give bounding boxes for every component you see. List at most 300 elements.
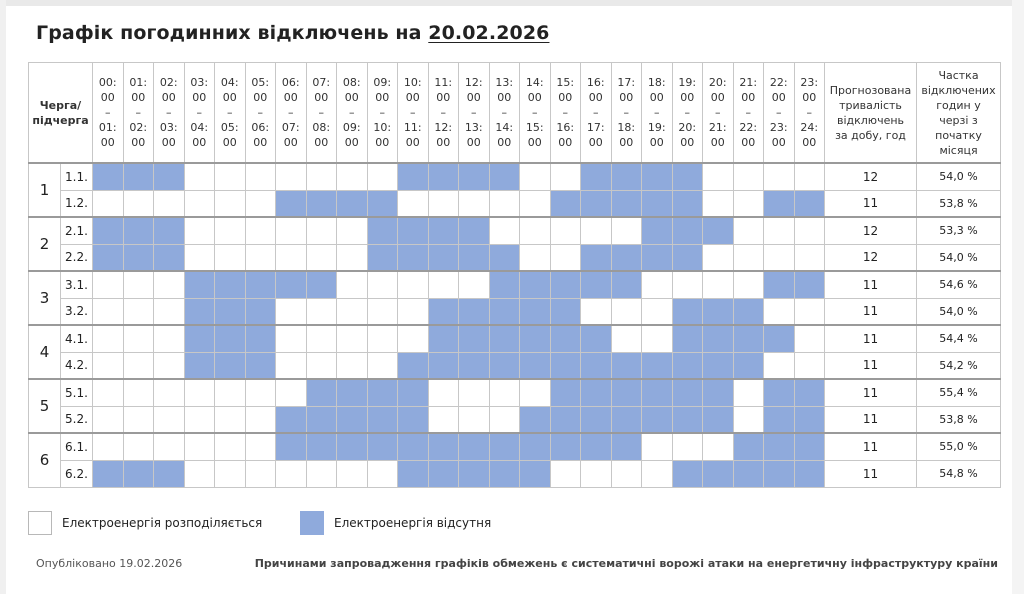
- hour-cell-power: [611, 325, 642, 352]
- hour-cell-outage: [611, 190, 642, 217]
- hour-header: [642, 63, 673, 164]
- hour-cell-power: [276, 244, 307, 271]
- hour-from-minutes: 00: [497, 91, 512, 104]
- hour-cell-power: [154, 352, 185, 379]
- hour-cell-power: [581, 298, 612, 325]
- queue-number: 4: [29, 325, 61, 379]
- hour-cell-power: [184, 406, 215, 433]
- hour-from-minutes: 00: [619, 91, 634, 104]
- hour-cell-outage: [733, 352, 764, 379]
- hour-cell-outage: [489, 298, 520, 325]
- hour-cell-power: [581, 217, 612, 244]
- hour-cell-power: [459, 190, 490, 217]
- hour-cell-outage: [703, 325, 734, 352]
- hour-cell-power: [611, 460, 642, 487]
- hour-cell-power: [703, 190, 734, 217]
- hour-to-minutes: 00: [466, 136, 481, 149]
- hour-cell-power: [93, 190, 124, 217]
- hour-cell-power: [337, 217, 368, 244]
- hour-cell-power: [245, 406, 276, 433]
- subqueue-label: 1.2.: [61, 190, 93, 217]
- hour-to: 17:: [586, 121, 605, 134]
- hour-cell-power: [794, 163, 825, 190]
- subqueue-row: [29, 217, 1001, 244]
- subqueue-row: [29, 406, 1001, 433]
- power-on-swatch: [28, 511, 52, 535]
- hour-cell-outage: [367, 217, 398, 244]
- queue-number: 2: [29, 217, 61, 271]
- hour-cell-power: [123, 190, 154, 217]
- hour-to-minutes: 00: [131, 136, 146, 149]
- hour-cell-power: [733, 406, 764, 433]
- hour-cell-power: [184, 190, 215, 217]
- hour-cell-outage: [184, 298, 215, 325]
- hour-dash: –: [166, 106, 172, 119]
- hour-to-minutes: 00: [527, 136, 542, 149]
- hour-from-minutes: 00: [314, 91, 329, 104]
- hour-dash: –: [623, 106, 629, 119]
- title-date: 20.02.2026: [428, 22, 550, 44]
- hour-cell-outage: [184, 325, 215, 352]
- hour-cell-power: [764, 244, 795, 271]
- subqueue-label: 5.1.: [61, 379, 93, 406]
- hour-cell-outage: [123, 163, 154, 190]
- hour-cell-outage: [550, 433, 581, 460]
- hour-cell-outage: [398, 217, 429, 244]
- hour-from: 17:: [617, 76, 636, 89]
- queue-group: [29, 325, 1001, 379]
- outage-share: 54,2 %: [917, 352, 1001, 379]
- hour-cell-outage: [428, 325, 459, 352]
- hour-dash: –: [257, 106, 263, 119]
- hour-cell-power: [184, 379, 215, 406]
- hour-to-minutes: 00: [680, 136, 695, 149]
- hour-cell-power: [398, 298, 429, 325]
- hour-to-minutes: 00: [375, 136, 390, 149]
- hour-cell-outage: [306, 379, 337, 406]
- hour-cell-power: [642, 460, 673, 487]
- reason-note: Причинами запровадження графіків обмежень є систематичні ворожі атаки на енергетичну інфраструктуру країни: [254, 557, 998, 570]
- hour-to: 24:: [800, 121, 819, 134]
- hour-header: [550, 63, 581, 164]
- hour-from-minutes: 00: [680, 91, 695, 104]
- hour-dash: –: [410, 106, 416, 119]
- hour-cell-power: [215, 163, 246, 190]
- queue-group: [29, 163, 1001, 217]
- hour-cell-outage: [611, 163, 642, 190]
- window-right-edge: [1012, 0, 1024, 594]
- hour-cell-outage: [337, 433, 368, 460]
- subqueue-label: 2.2.: [61, 244, 93, 271]
- forecast-hours: 11: [825, 379, 917, 406]
- hour-from-minutes: 00: [527, 91, 542, 104]
- hour-cell-power: [428, 190, 459, 217]
- hour-cell-outage: [764, 460, 795, 487]
- hour-cell-power: [123, 352, 154, 379]
- hour-cell-power: [276, 460, 307, 487]
- hour-cell-outage: [764, 271, 795, 298]
- forecast-hours: 12: [825, 217, 917, 244]
- hour-cell-power: [764, 163, 795, 190]
- hour-cell-power: [306, 244, 337, 271]
- hour-to: 16:: [556, 121, 575, 134]
- hour-to-minutes: 00: [253, 136, 268, 149]
- hour-cell-outage: [489, 271, 520, 298]
- subqueue-row: [29, 298, 1001, 325]
- hour-dash: –: [135, 106, 141, 119]
- hour-cell-outage: [93, 217, 124, 244]
- hour-cell-outage: [367, 190, 398, 217]
- hour-cell-power: [184, 433, 215, 460]
- hour-to-minutes: 00: [283, 136, 298, 149]
- hour-dash: –: [440, 106, 446, 119]
- hour-cell-power: [520, 217, 551, 244]
- hour-cell-outage: [459, 163, 490, 190]
- hour-cell-power: [794, 352, 825, 379]
- hour-to: 05:: [220, 121, 239, 134]
- forecast-hours: 11: [825, 352, 917, 379]
- hour-cell-power: [154, 271, 185, 298]
- subqueue-row: [29, 271, 1001, 298]
- hour-from-minutes: 00: [283, 91, 298, 104]
- hour-cell-outage: [581, 244, 612, 271]
- hour-cell-outage: [459, 244, 490, 271]
- hour-cell-outage: [642, 190, 673, 217]
- hour-cell-outage: [337, 379, 368, 406]
- hour-cell-power: [337, 325, 368, 352]
- queue-number: 6: [29, 433, 61, 487]
- hour-cell-power: [367, 352, 398, 379]
- hour-cell-outage: [337, 190, 368, 217]
- hour-header: [123, 63, 154, 164]
- hour-dash: –: [654, 106, 660, 119]
- hour-cell-outage: [764, 379, 795, 406]
- hour-to: 10:: [373, 121, 392, 134]
- hour-cell-power: [611, 217, 642, 244]
- hour-cell-power: [489, 190, 520, 217]
- power-on-label: Електроенергія розподіляється: [62, 516, 263, 530]
- queue-group: [29, 271, 1001, 325]
- outage-share: 54,4 %: [917, 325, 1001, 352]
- hour-cell-outage: [672, 163, 703, 190]
- hour-cell-outage: [550, 379, 581, 406]
- hour-to: 04:: [190, 121, 209, 134]
- hour-cell-outage: [764, 406, 795, 433]
- hour-cell-outage: [489, 460, 520, 487]
- hour-cell-power: [428, 406, 459, 433]
- hour-cell-power: [337, 163, 368, 190]
- outage-share: 54,6 %: [917, 271, 1001, 298]
- subqueue-row: [29, 352, 1001, 379]
- hour-cell-power: [184, 460, 215, 487]
- hour-cell-power: [703, 433, 734, 460]
- hour-cell-outage: [398, 460, 429, 487]
- hour-cell-power: [794, 325, 825, 352]
- hour-cell-power: [367, 298, 398, 325]
- hour-cell-outage: [733, 298, 764, 325]
- hour-cell-outage: [93, 460, 124, 487]
- hour-to: 22:: [739, 121, 758, 134]
- forecast-hours: 11: [825, 406, 917, 433]
- hour-to: 15:: [525, 121, 544, 134]
- hour-cell-outage: [642, 244, 673, 271]
- hour-cell-power: [154, 433, 185, 460]
- hour-from-minutes: 00: [771, 91, 786, 104]
- hour-cell-outage: [794, 190, 825, 217]
- hour-cell-outage: [428, 352, 459, 379]
- hour-dash: –: [196, 106, 202, 119]
- queue-group: [29, 379, 1001, 433]
- hour-cell-outage: [611, 379, 642, 406]
- hour-to-minutes: 00: [344, 136, 359, 149]
- hour-cell-power: [489, 406, 520, 433]
- hour-cell-outage: [581, 163, 612, 190]
- legend-power-off: [300, 510, 491, 536]
- outage-schedule-table: [28, 62, 1001, 488]
- hour-cell-power: [306, 217, 337, 244]
- hour-header: [337, 63, 368, 164]
- forecast-hours: 11: [825, 433, 917, 460]
- hour-cell-power: [733, 190, 764, 217]
- hour-from-minutes: 00: [405, 91, 420, 104]
- hour-to-minutes: 00: [497, 136, 512, 149]
- hour-cell-outage: [184, 271, 215, 298]
- hour-cell-outage: [276, 271, 307, 298]
- hour-cell-outage: [276, 190, 307, 217]
- hour-cell-outage: [611, 406, 642, 433]
- hour-cell-power: [672, 433, 703, 460]
- hour-to-minutes: 00: [161, 136, 176, 149]
- hour-cell-power: [764, 298, 795, 325]
- hour-to-minutes: 00: [222, 136, 237, 149]
- forecast-hours: 11: [825, 271, 917, 298]
- hour-from: 09:: [373, 76, 392, 89]
- table-header-row: [29, 63, 1001, 164]
- hour-dash: –: [501, 106, 507, 119]
- hour-cell-outage: [428, 244, 459, 271]
- hour-cell-power: [245, 217, 276, 244]
- hour-from: 18:: [647, 76, 666, 89]
- hour-cell-outage: [794, 406, 825, 433]
- hour-cell-power: [428, 271, 459, 298]
- hour-cell-power: [215, 244, 246, 271]
- hour-cell-outage: [672, 298, 703, 325]
- legend-power-on: [28, 510, 262, 536]
- hour-cell-power: [794, 244, 825, 271]
- hour-header: [245, 63, 276, 164]
- queue-column-header: [29, 63, 93, 164]
- hour-to: 01:: [98, 121, 117, 134]
- hour-cell-power: [276, 379, 307, 406]
- hour-from-minutes: 00: [161, 91, 176, 104]
- hour-cell-power: [581, 460, 612, 487]
- hour-to-minutes: 00: [619, 136, 634, 149]
- hour-cell-outage: [703, 298, 734, 325]
- hour-cell-outage: [642, 379, 673, 406]
- outage-share: 54,0 %: [917, 163, 1001, 190]
- hour-cell-outage: [459, 298, 490, 325]
- hour-cell-outage: [154, 217, 185, 244]
- hour-cell-power: [245, 244, 276, 271]
- hour-cell-outage: [245, 352, 276, 379]
- hour-from: 08:: [342, 76, 361, 89]
- hour-cell-outage: [672, 406, 703, 433]
- forecast-duration-header: Прогнозована тривалість відключень за добу, год: [825, 63, 917, 164]
- hour-to: 23:: [769, 121, 788, 134]
- hour-header: [520, 63, 551, 164]
- hour-from-minutes: 00: [253, 91, 268, 104]
- hour-to: 13:: [464, 121, 483, 134]
- hour-cell-power: [764, 217, 795, 244]
- hour-cell-power: [398, 190, 429, 217]
- hour-to-minutes: 00: [405, 136, 420, 149]
- window-left-edge: [0, 0, 6, 594]
- hour-dash: –: [105, 106, 111, 119]
- hour-cell-outage: [642, 217, 673, 244]
- hour-from: 15:: [556, 76, 575, 89]
- queue-header-line1: Черга/: [39, 98, 82, 112]
- hour-header: [764, 63, 795, 164]
- hour-cell-outage: [581, 271, 612, 298]
- hour-cell-power: [642, 271, 673, 298]
- hour-cell-outage: [611, 244, 642, 271]
- hour-cell-power: [306, 460, 337, 487]
- outage-share: 54,0 %: [917, 298, 1001, 325]
- subqueue-label: 4.2.: [61, 352, 93, 379]
- hour-dash: –: [318, 106, 324, 119]
- hour-cell-power: [123, 271, 154, 298]
- queue-number: 3: [29, 271, 61, 325]
- hour-cell-power: [215, 433, 246, 460]
- hour-dash: –: [745, 106, 751, 119]
- hour-header: [794, 63, 825, 164]
- hour-cell-power: [306, 352, 337, 379]
- hour-cell-outage: [520, 406, 551, 433]
- hour-cell-outage: [672, 244, 703, 271]
- hour-cell-power: [337, 244, 368, 271]
- hour-cell-outage: [245, 325, 276, 352]
- outage-share: 53,8 %: [917, 190, 1001, 217]
- hour-cell-power: [337, 460, 368, 487]
- hour-cell-outage: [306, 190, 337, 217]
- hour-header: [703, 63, 734, 164]
- hour-cell-outage: [459, 460, 490, 487]
- hour-cell-power: [733, 217, 764, 244]
- hour-cell-outage: [154, 244, 185, 271]
- hour-cell-outage: [794, 271, 825, 298]
- subqueue-row: [29, 379, 1001, 406]
- hour-to-minutes: 00: [192, 136, 207, 149]
- hour-cell-outage: [520, 325, 551, 352]
- hour-cell-outage: [398, 406, 429, 433]
- hour-cell-power: [215, 406, 246, 433]
- subqueue-row: [29, 163, 1001, 190]
- subqueue-label: 6.1.: [61, 433, 93, 460]
- subqueue-row: [29, 244, 1001, 271]
- hour-to: 21:: [708, 121, 727, 134]
- hour-from: 23:: [800, 76, 819, 89]
- outage-share-header: Частка відключених годин у черзі з початку місяця: [917, 63, 1001, 164]
- hour-cell-power: [459, 406, 490, 433]
- hour-from: 10:: [403, 76, 422, 89]
- title-prefix: Графік погодинних відключень на: [36, 22, 422, 44]
- hour-cell-outage: [550, 271, 581, 298]
- hour-to: 09:: [342, 121, 361, 134]
- hour-cell-outage: [123, 217, 154, 244]
- hour-from: 00:: [98, 76, 117, 89]
- hour-cell-power: [642, 298, 673, 325]
- hour-cell-outage: [93, 163, 124, 190]
- hour-cell-power: [154, 406, 185, 433]
- hour-cell-outage: [642, 352, 673, 379]
- outage-share: 55,0 %: [917, 433, 1001, 460]
- subqueue-label: 5.2.: [61, 406, 93, 433]
- subqueue-row: [29, 460, 1001, 487]
- hour-cell-outage: [398, 244, 429, 271]
- hour-cell-outage: [489, 163, 520, 190]
- hour-cell-outage: [215, 271, 246, 298]
- hour-cell-power: [794, 217, 825, 244]
- hour-cell-outage: [581, 433, 612, 460]
- hour-cell-power: [550, 460, 581, 487]
- outage-share: 53,3 %: [917, 217, 1001, 244]
- hour-cell-power: [764, 352, 795, 379]
- hour-cell-outage: [642, 406, 673, 433]
- hour-from: 04:: [220, 76, 239, 89]
- hour-to: 03:: [159, 121, 178, 134]
- power-off-label: Електроенергія відсутня: [334, 516, 492, 530]
- hour-header: [672, 63, 703, 164]
- hour-cell-outage: [123, 460, 154, 487]
- hour-cell-power: [93, 433, 124, 460]
- hour-cell-power: [733, 163, 764, 190]
- hour-from: 21:: [739, 76, 758, 89]
- hour-cell-power: [123, 379, 154, 406]
- hour-cell-power: [276, 352, 307, 379]
- hour-header: [733, 63, 764, 164]
- hour-header: [581, 63, 612, 164]
- hour-dash: –: [593, 106, 599, 119]
- hour-to: 18:: [617, 121, 636, 134]
- hour-cell-outage: [459, 325, 490, 352]
- hour-from: 19:: [678, 76, 697, 89]
- forecast-hours: 11: [825, 190, 917, 217]
- hour-cell-power: [154, 379, 185, 406]
- published-date: Опубліковано 19.02.2026: [36, 557, 183, 570]
- hour-cell-power: [245, 163, 276, 190]
- hour-cell-outage: [672, 460, 703, 487]
- hour-to: 07:: [281, 121, 300, 134]
- hour-from: 03:: [190, 76, 209, 89]
- subqueue-row: [29, 433, 1001, 460]
- hour-cell-outage: [794, 433, 825, 460]
- hour-cell-power: [154, 298, 185, 325]
- hour-cell-power: [154, 190, 185, 217]
- hour-cell-outage: [764, 190, 795, 217]
- hour-cell-outage: [428, 460, 459, 487]
- hour-to-minutes: 00: [802, 136, 817, 149]
- hour-header: [367, 63, 398, 164]
- hour-to: 11:: [403, 121, 422, 134]
- hour-cell-power: [184, 244, 215, 271]
- hour-cell-outage: [703, 379, 734, 406]
- hour-cell-outage: [550, 406, 581, 433]
- hour-cell-power: [93, 271, 124, 298]
- hour-cell-outage: [428, 298, 459, 325]
- hour-cell-outage: [611, 352, 642, 379]
- hour-cell-power: [428, 379, 459, 406]
- hour-from: 11:: [434, 76, 453, 89]
